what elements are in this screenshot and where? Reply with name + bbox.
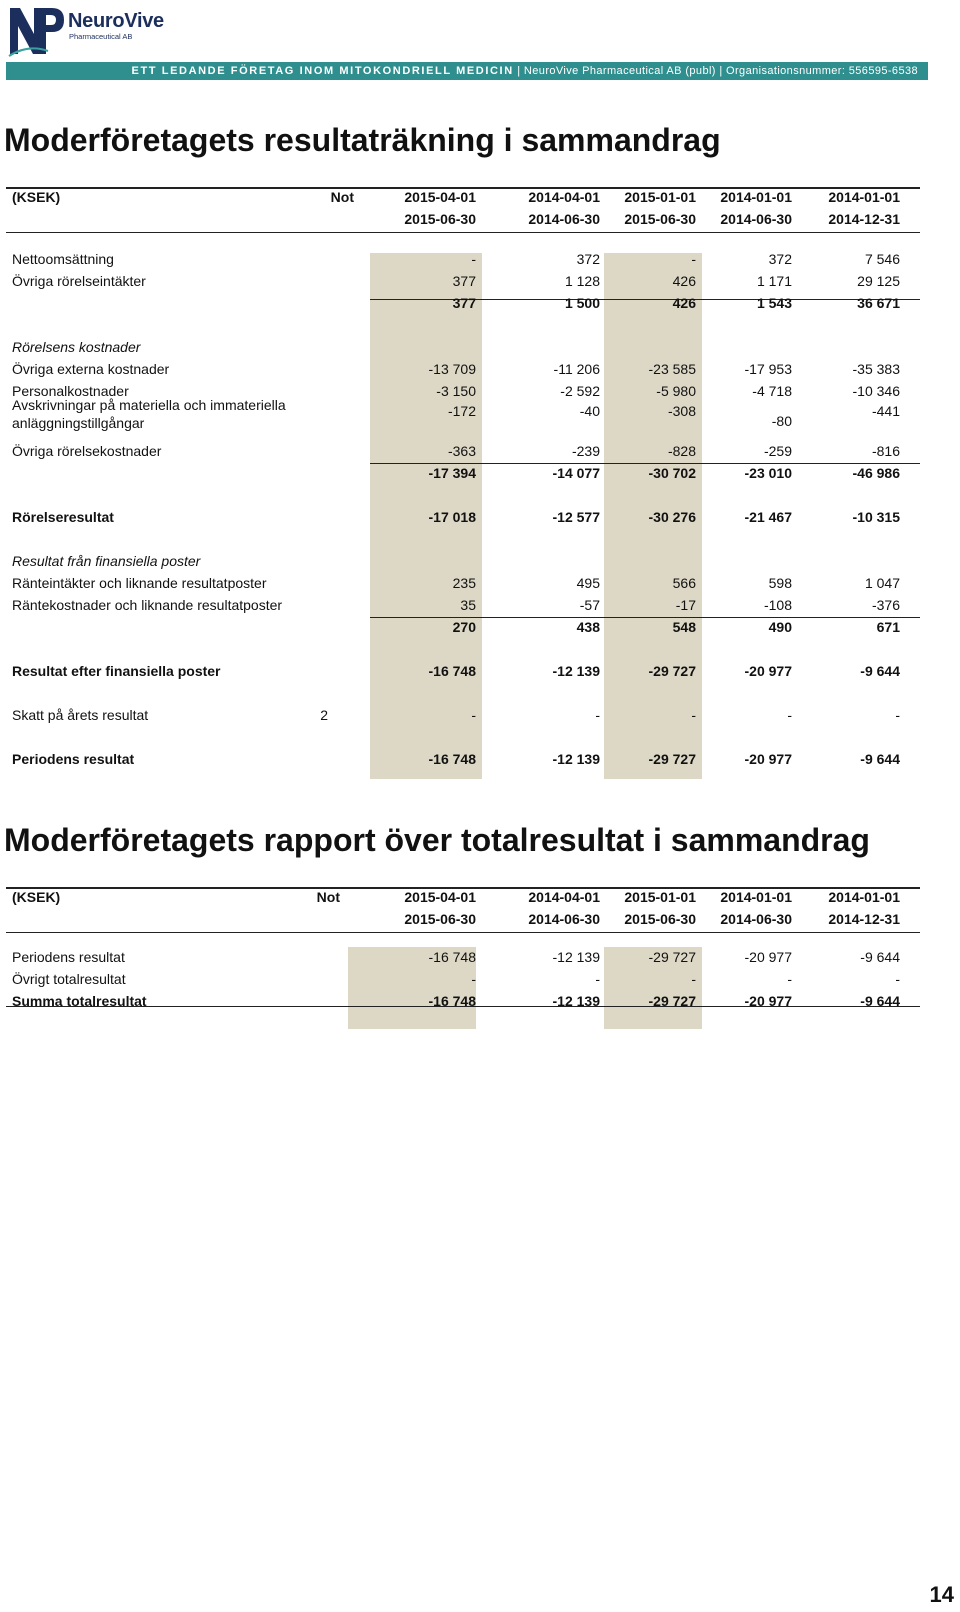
table-cell: -12 577: [552, 509, 600, 525]
table-cell: 671: [876, 619, 900, 635]
row-label: Personalkostnader: [12, 383, 129, 399]
table-row: [6, 971, 920, 993]
table-cell: 235: [452, 575, 476, 591]
table-row: [6, 465, 920, 487]
row-label: Övrigt totalresultat: [12, 971, 126, 987]
row-label: Övriga rörelseintäkter: [12, 273, 146, 289]
ksek-label: (KSEK): [12, 889, 61, 905]
row-label: Periodens resultat: [12, 949, 125, 965]
table-cell: -9 644: [860, 949, 900, 965]
table-cell: 270: [452, 619, 476, 635]
table-cell: -363: [447, 443, 476, 459]
table-cell: -35 383: [852, 361, 900, 377]
comprehensive-income-title: Moderföretagets rapport över totalresultat i sammandrag: [4, 822, 870, 858]
table-cell: 426: [672, 273, 696, 289]
table-cell: -29 727: [648, 993, 696, 1009]
ksek-label: (KSEK): [12, 189, 61, 205]
row-label: Övriga rörelsekostnader: [12, 443, 162, 459]
row-label-continued: anläggningstillgångar: [12, 415, 145, 431]
row-label: Rörelsens kostnader: [12, 339, 141, 355]
column-header-row-2: [6, 211, 920, 233]
column-header-row-1: [6, 889, 920, 911]
table-cell: 1 047: [864, 575, 900, 591]
table-cell: -23 585: [648, 361, 696, 377]
row-label: Resultat efter finansiella poster: [12, 663, 221, 679]
row-label: Summa totalresultat: [12, 993, 147, 1009]
table-row: [6, 443, 920, 465]
table-cell: -20 977: [744, 663, 792, 679]
table-cell: -376: [871, 597, 900, 613]
table-cell: -30 702: [648, 465, 696, 481]
period-from: 2014-01-01: [720, 189, 792, 205]
table-cell: 29 125: [857, 273, 900, 289]
table-cell: -4 718: [752, 383, 792, 399]
table-cell: -16 748: [428, 949, 476, 965]
period-from: 2015-04-01: [404, 189, 476, 205]
row-label: Räntekostnader och liknande resultatposter: [12, 597, 283, 613]
table-cell: -: [895, 707, 900, 723]
row-label: Resultat från finansiella poster: [12, 553, 201, 569]
table-cell: -29 727: [648, 663, 696, 679]
period-to: 2015-06-30: [404, 911, 476, 927]
period-to: 2015-06-30: [404, 211, 476, 227]
comprehensive-income-table: [6, 885, 920, 1035]
table-cell: -: [595, 971, 600, 987]
table-row: [6, 509, 920, 531]
row-label: Ränteintäkter och liknande resultatposter: [12, 575, 267, 591]
not-header: Not: [330, 189, 354, 205]
period-from: 2014-01-01: [720, 889, 792, 905]
row-label: Skatt på årets resultat: [12, 707, 149, 723]
table-cell: 372: [768, 251, 792, 267]
table-cell: -: [471, 251, 476, 267]
period-to: 2014-06-30: [528, 211, 600, 227]
period-to: 2014-06-30: [528, 911, 600, 927]
table-cell: -17 953: [744, 361, 792, 377]
logo-name: NeuroVive: [68, 10, 164, 32]
table-cell: -828: [667, 443, 696, 459]
period-to: 2014-12-31: [828, 911, 900, 927]
table-cell: 36 671: [857, 295, 900, 311]
table-cell: -17 394: [428, 465, 476, 481]
header-banner: [6, 62, 928, 80]
table-cell: -20 977: [744, 751, 792, 767]
logo-subtitle: Pharmaceutical AB: [69, 32, 133, 41]
table-cell: -239: [571, 443, 600, 459]
table-cell: -16 748: [428, 663, 476, 679]
table-row: [6, 751, 920, 773]
banner-company-info: | NeuroVive Pharmaceutical AB (publ) | Organisationsnummer: 556595-6538: [513, 65, 918, 77]
table-cell: -5 980: [656, 383, 696, 399]
table-cell: 495: [576, 575, 600, 591]
table-cell: -12 139: [552, 663, 600, 679]
note-reference: 2: [320, 707, 328, 723]
income-statement-table: [6, 185, 920, 785]
table-cell: -10 346: [852, 383, 900, 399]
table-cell: -9 644: [860, 751, 900, 767]
table-cell: -16 748: [428, 993, 476, 1009]
table-cell: -57: [579, 597, 600, 613]
table-row: [6, 619, 920, 641]
table-cell: -17 018: [428, 509, 476, 525]
table-cell: 377: [452, 273, 476, 289]
table-cell: -12 139: [552, 949, 600, 965]
period-from: 2014-01-01: [828, 889, 900, 905]
period-from: 2014-04-01: [528, 889, 600, 905]
table-cell: -30 276: [648, 509, 696, 525]
period-to: 2014-06-30: [720, 911, 792, 927]
period-to: 2014-06-30: [720, 211, 792, 227]
table-cell: -80: [771, 413, 792, 429]
table-cell: -21 467: [744, 509, 792, 525]
row-label: Rörelseresultat: [12, 509, 114, 525]
table-row: [6, 575, 920, 597]
not-header: Not: [316, 889, 340, 905]
table-cell: -3 150: [436, 383, 476, 399]
table-row: [6, 949, 920, 971]
table-row: [6, 273, 920, 295]
table-row: [6, 993, 920, 1015]
table-cell: -11 206: [553, 361, 600, 377]
table-cell: -108: [763, 597, 792, 613]
table-cell: -46 986: [852, 465, 900, 481]
table-cell: -259: [763, 443, 792, 459]
table-cell: 377: [452, 295, 476, 311]
table-row: [6, 295, 920, 317]
table-cell: -12 139: [552, 751, 600, 767]
table-cell: -13 709: [428, 361, 476, 377]
table-cell: 1 500: [564, 295, 600, 311]
company-logo: [8, 4, 168, 58]
period-to: 2015-06-30: [624, 211, 696, 227]
period-from: 2015-04-01: [404, 889, 476, 905]
table-cell: 490: [768, 619, 792, 635]
table-cell: -308: [667, 403, 696, 419]
table-cell: 598: [768, 575, 792, 591]
table-cell: 1 543: [756, 295, 792, 311]
table-cell: 7 546: [864, 251, 900, 267]
table-row: [6, 397, 920, 431]
table-cell: 1 171: [756, 273, 792, 289]
table-cell: -441: [871, 403, 900, 419]
table-cell: -816: [871, 443, 900, 459]
table-cell: 35: [460, 597, 476, 613]
table-cell: 372: [576, 251, 600, 267]
np-logo-icon: [8, 4, 66, 58]
table-cell: -23 010: [744, 465, 792, 481]
table-cell: -2 592: [560, 383, 600, 399]
table-cell: -: [691, 707, 696, 723]
table-row: [6, 251, 920, 273]
table-row: [6, 597, 920, 619]
table-cell: 1 128: [564, 273, 600, 289]
table-cell: -172: [447, 403, 476, 419]
row-label: Nettoomsättning: [12, 251, 114, 267]
page-header: [0, 0, 960, 82]
table-cell: -: [595, 707, 600, 723]
banner-tagline: ETT LEDANDE FÖRETAG INOM MITOKONDRIELL MEDICIN: [131, 65, 514, 77]
table-cell: -9 644: [860, 993, 900, 1009]
table-cell: -: [471, 971, 476, 987]
table-cell: -29 727: [648, 751, 696, 767]
period-to: 2014-12-31: [828, 211, 900, 227]
period-to: 2015-06-30: [624, 911, 696, 927]
table-cell: -: [787, 707, 792, 723]
table-cell: -: [895, 971, 900, 987]
table-row: [6, 361, 920, 383]
table-cell: 426: [672, 295, 696, 311]
table-row: [6, 663, 920, 685]
table-cell: -29 727: [648, 949, 696, 965]
column-header-row-2: [6, 911, 920, 933]
table-cell: -12 139: [552, 993, 600, 1009]
table-cell: -: [691, 251, 696, 267]
table-cell: -10 315: [852, 509, 900, 525]
column-header-row-1: [6, 189, 920, 211]
table-row: [6, 339, 920, 361]
table-cell: 566: [672, 575, 696, 591]
row-label: Avskrivningar på materiella och immateriella: [12, 397, 286, 413]
table-cell: -17: [675, 597, 696, 613]
row-label: Periodens resultat: [12, 751, 135, 767]
table-cell: -40: [579, 403, 600, 419]
row-label: Övriga externa kostnader: [12, 361, 170, 377]
table-cell: -16 748: [428, 751, 476, 767]
period-from: 2014-04-01: [528, 189, 600, 205]
table-cell: -9 644: [860, 663, 900, 679]
table-cell: -20 977: [744, 993, 792, 1009]
table-row: [6, 707, 920, 729]
period-from: 2015-01-01: [624, 889, 696, 905]
table-cell: -: [471, 707, 476, 723]
table-cell: -: [787, 971, 792, 987]
table-row: [6, 553, 920, 575]
period-from: 2014-01-01: [828, 189, 900, 205]
table-cell: 438: [576, 619, 600, 635]
table-cell: -14 077: [552, 465, 600, 481]
table-cell: -: [691, 971, 696, 987]
period-from: 2015-01-01: [624, 189, 696, 205]
page-number: 14: [929, 1582, 954, 1607]
income-statement-title: Moderföretagets resultaträkning i sammandrag: [4, 122, 721, 158]
table-cell: 548: [672, 619, 696, 635]
table-cell: -20 977: [744, 949, 792, 965]
